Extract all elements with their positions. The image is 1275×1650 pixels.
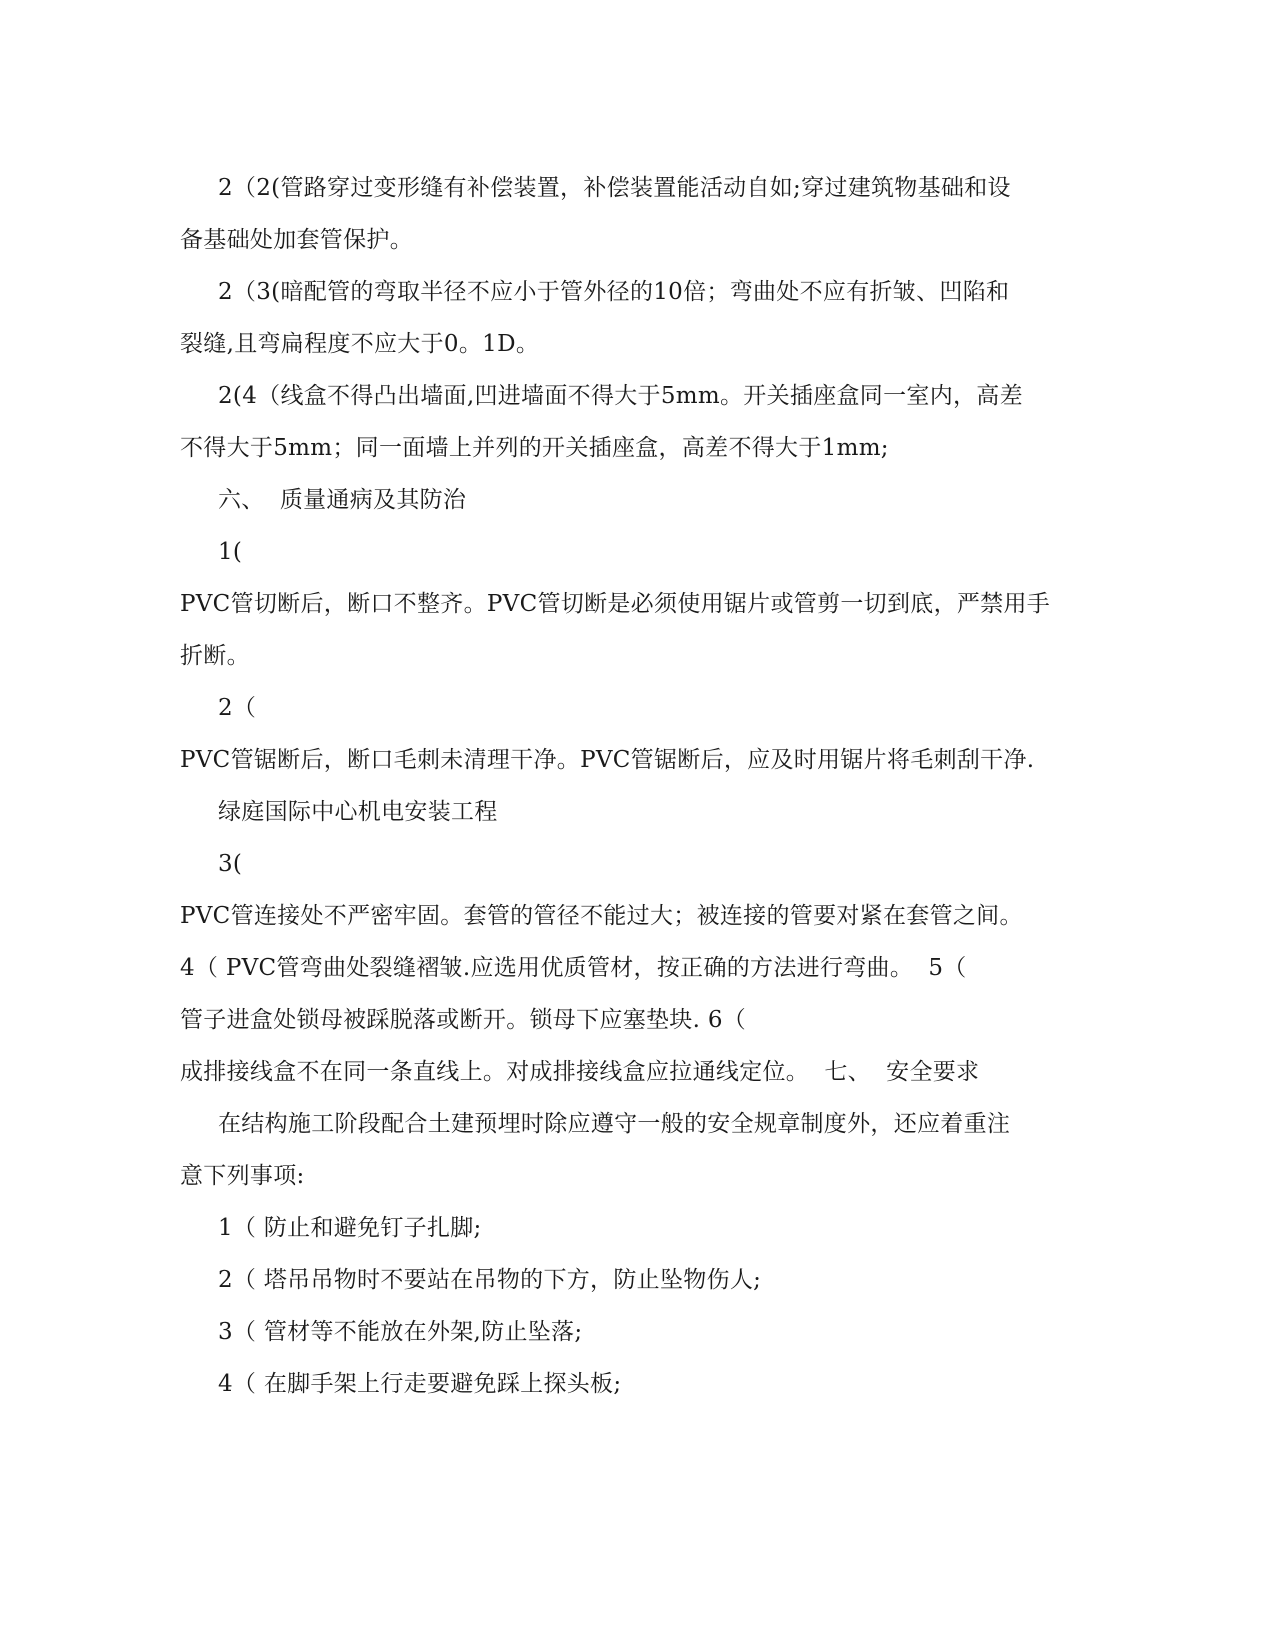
list-item: 1（ 防止和避免钉子扎脚; (218, 1215, 482, 1241)
text-line: 不得大于5mm；同一面墙上并列的开关插座盒，高差不得大于1mm; (180, 435, 889, 461)
text-line: 成排接线盒不在同一条直线上。对成排接线盒应拉通线定位。 七、 安全要求 (180, 1059, 980, 1085)
text-line: 折断。 (180, 643, 250, 669)
list-number: 2（ (218, 695, 257, 721)
section-heading: 六、 质量通病及其防治 (218, 487, 467, 513)
text-line: 4（ PVC管弯曲处裂缝褶皱.应选用优质管材，按正确的方法进行弯曲。 5（ (180, 955, 967, 981)
text-line: 裂缝,且弯扁程度不应大于0。1D。 (180, 331, 540, 357)
text-line: PVC管锯断后，断口毛刺未清理干净。PVC管锯断后，应及时用锯片将毛刺刮干净. (180, 747, 1035, 773)
text-line: 2（3(暗配管的弯取半径不应小于管外径的10倍；弯曲处不应有折皱、凹陷和 (218, 279, 1010, 305)
text-line: 意下列事项: (180, 1163, 305, 1189)
project-name: 绿庭国际中心机电安装工程 (218, 799, 498, 825)
text-line: 2（2(管路穿过变形缝有补偿装置，补偿装置能活动自如;穿过建筑物基础和设 (218, 175, 1011, 201)
list-number: 1( (218, 539, 243, 565)
list-item: 2（ 塔吊吊物时不要站在吊物的下方，防止坠物伤人; (218, 1267, 762, 1293)
text-line: 在结构施工阶段配合土建预埋时除应遵守一般的安全规章制度外，还应着重注 (218, 1111, 1011, 1137)
text-line: 备基础处加套管保护。 (180, 227, 413, 253)
text-line: 管子进盒处锁母被踩脱落或断开。锁母下应塞垫块. 6（ (180, 1007, 747, 1033)
text-line: PVC管切断后，断口不整齐。PVC管切断是必须使用锯片或管剪一切到底，严禁用手 (180, 591, 1051, 617)
list-item: 3（ 管材等不能放在外架,防止坠落; (218, 1319, 583, 1345)
list-number: 3( (218, 851, 243, 877)
text-line: PVC管连接处不严密牢固。套管的管径不能过大；被连接的管要对紧在套管之间。 (180, 903, 1023, 929)
text-line: 2(4（线盒不得凸出墙面,凹进墙面不得大于5mm。开关插座盒同一室内，高差 (218, 383, 1023, 409)
list-item: 4（ 在脚手架上行走要避免踩上探头板; (218, 1371, 622, 1397)
body-text (180, 162, 1060, 1410)
